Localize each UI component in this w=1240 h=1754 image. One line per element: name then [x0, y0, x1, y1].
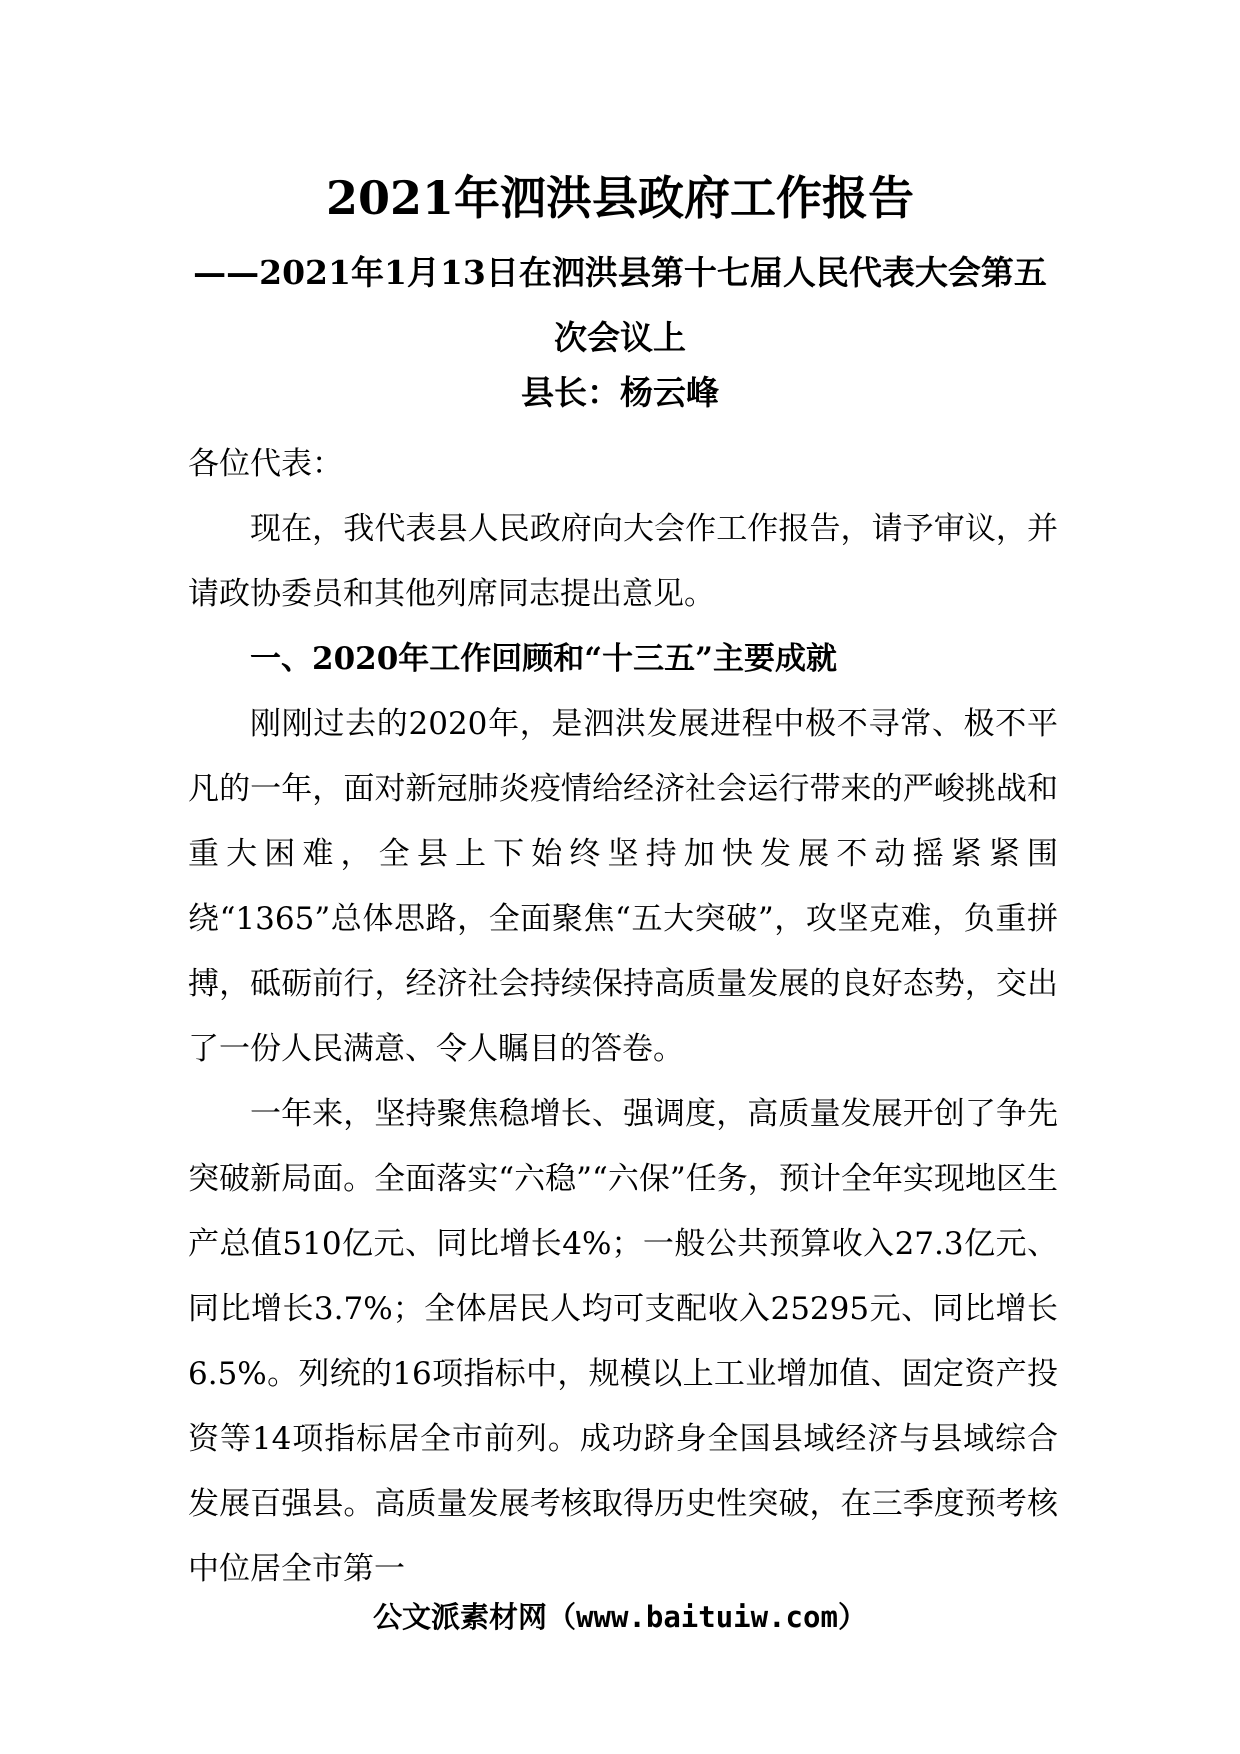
document-author: 县长：杨云峰 [521, 373, 719, 412]
intro-paragraph: 现在，我代表县人民政府向大会作工作报告，请予审议，并请政协委员和其他列席同志提出意见。 [188, 511, 1058, 612]
document-body [188, 432, 1058, 1602]
greeting: 各位代表： [188, 446, 343, 482]
body-paragraph-1: 刚刚过去的2020年，是泗洪发展进程中极不寻常、极不平凡的一年，面对新冠肺炎疫情给经济社会运行带来的严峻挑战和重大困难，全县上下始终坚持加快发展不动摇紧紧围绕“1365”总体思路，全面聚焦“五大突破”，攻坚克难，负重拼搏，砥砺前行，经济社会持续保持高质量发展的良好态势，交出了一份人民满意、令人瞩目的答卷。 [188, 706, 1058, 1067]
document-title: 2021年泗洪县政府工作报告 [325, 171, 915, 225]
section-heading: 一、2020年工作回顾和“十三五”主要成就 [250, 641, 837, 677]
document-subtitle: ——2021年1月13日在泗洪县第十七届人民代表大会第五次会议上 [193, 253, 1047, 357]
body-paragraph-2: 一年来，坚持聚焦稳增长、强调度，高质量发展开创了争先突破新局面。全面落实“六稳”“六保”任务，预计全年实现地区生产总值510亿元、同比增长4%；一般公共预算收入27.3亿元、同比增长3.7%；全体居民人均可支配收入25295元、同比增长6.5%。列统的16项指标中，规模以上工业增加值、固定资产投资等14项指标居全市前列。成功跻身全国县域经济与县域综合发展百强县。高质量发展考核取得历史性突破，在三季度预考核中位居全市第一 [188, 1096, 1058, 1587]
footer-watermark: 公文派素材网（www.baituiw.com） [373, 1600, 867, 1634]
